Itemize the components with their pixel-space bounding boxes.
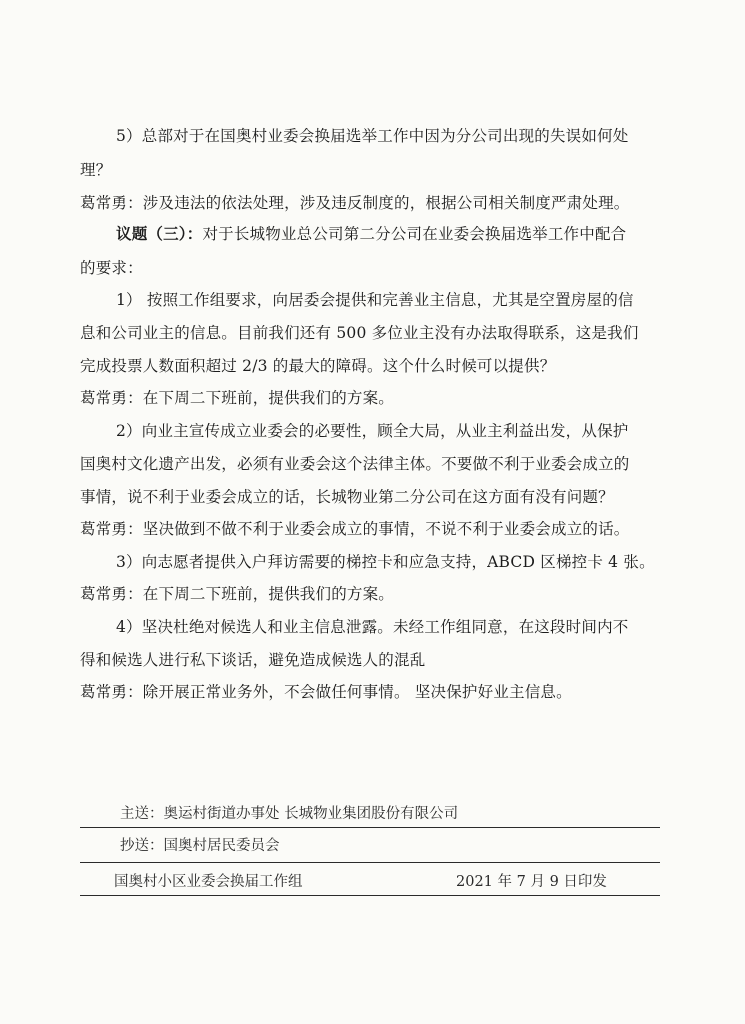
footer-issue-date: 2021 年 7 月 9 日印发 xyxy=(456,874,607,890)
item-1-line-2: 息和公司业主的信息。目前我们还有 500 多位业主没有办法取得联系，这是我们 xyxy=(80,324,639,342)
footer-divider-1 xyxy=(80,827,660,828)
item-1-line-1: 1） 按照工作组要求，向居委会提供和完善业主信息，尤其是空置房屋的信 xyxy=(116,291,634,309)
agenda-3-label: 议题（三）： xyxy=(116,225,203,243)
item-2-line-2: 国奥村文化遗产出发，必须有业委会这个法律主体。不要做不利于业委会成立的 xyxy=(80,455,630,473)
question-5-line-1: 5）总部对于在国奥村业委会换届选举工作中因为分公司出现的失误如何处 xyxy=(116,127,629,145)
answer-1: 葛常勇：在下周二下班前，提供我们的方案。 xyxy=(80,389,395,407)
item-4-line-1: 4）坚决杜绝对候选人和业主信息泄露。未经工作组同意，在这段时间内不 xyxy=(116,618,629,636)
item-2-line-1: 2）向业主宣传成立业委会的必要性，顾全大局，从业主利益出发，从保护 xyxy=(116,422,629,440)
item-2-line-3: 事情，说不利于业委会成立的话，长城物业第二分公司在这方面有没有问题？ xyxy=(80,488,614,506)
footer-issuer: 国奥村小区业委会换届工作组 xyxy=(114,874,303,890)
item-1-line-3: 完成投票人数面积超过 2/3 的最大的障碍。这个什么时候可以提供？ xyxy=(80,357,556,375)
item-4-line-2: 得和候选人进行私下谈话，避免造成候选人的混乱 xyxy=(80,651,426,669)
footer-main-recipient: 主送：奥运村街道办事处 长城物业集团股份有限公司 xyxy=(120,806,459,822)
answer-3: 葛常勇：在下周二下班前，提供我们的方案。 xyxy=(80,585,395,603)
agenda-3-text: 对于长城物业总公司第二分公司在业委会换届选举工作中配合 xyxy=(202,225,627,243)
agenda-3-heading xyxy=(116,224,626,244)
question-5-line-2: 理？ xyxy=(80,161,112,179)
footer-cc: 抄送：国奥村居民委员会 xyxy=(120,838,280,854)
answer-2: 葛常勇：坚决做到不做不利于业委会成立的事情，不说不利于业委会成立的话。 xyxy=(80,520,630,538)
agenda-3-line-2: 的要求： xyxy=(80,259,143,277)
footer-divider-2 xyxy=(80,862,660,863)
item-3: 3）向志愿者提供入户拜访需要的梯控卡和应急支持，ABCD 区梯控卡 4 张。 xyxy=(116,553,655,571)
footer-divider-3 xyxy=(80,895,660,896)
answer-4: 葛常勇：除开展正常业务外，不会做任何事情。 坚决保护好业主信息。 xyxy=(80,683,572,701)
answer-5: 葛常勇：涉及违法的依法处理，涉及违反制度的，根据公司相关制度严肃处理。 xyxy=(80,194,630,212)
